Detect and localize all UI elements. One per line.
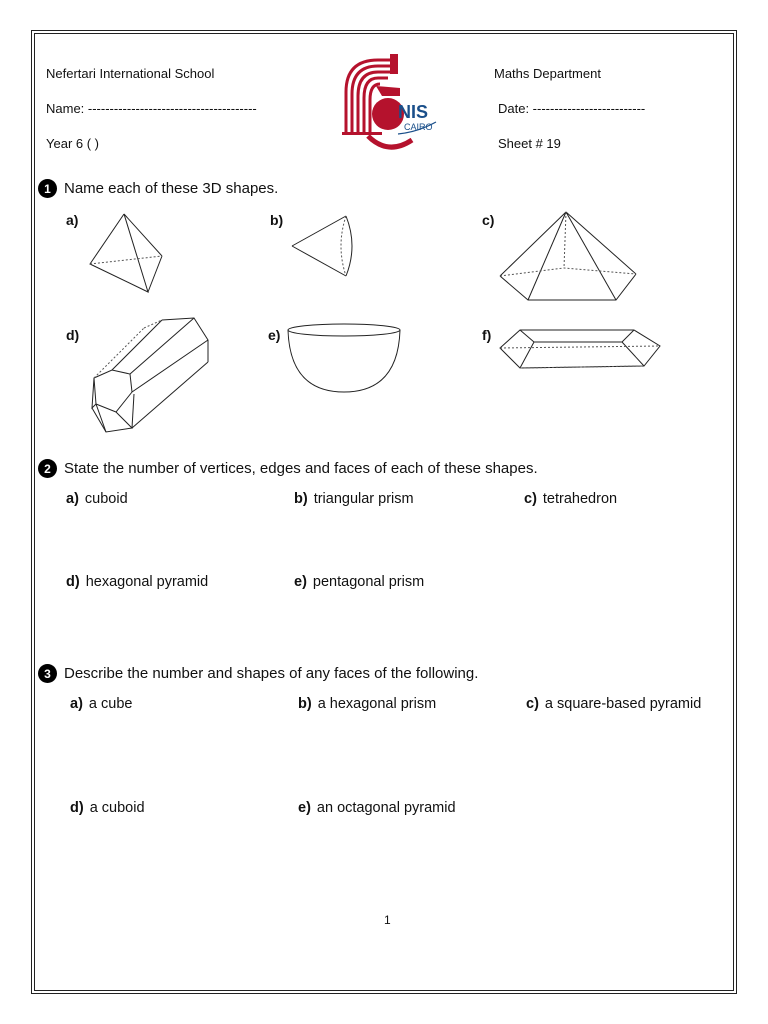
shape-label-c: c) [482,212,495,228]
shape-label-d: d) [66,327,80,343]
question-3 [38,664,478,683]
q2-item-c: c) tetrahedron [524,491,618,507]
q2-item-e: e) pentagonal prism [294,574,425,590]
question-2-text: State the number of vertices, edges and faces of each of these shapes. [64,460,538,477]
school-logo [338,52,442,158]
q2-item-a: a) cuboid [66,491,128,507]
question-2-number: 2 [38,459,57,478]
name-field: Name: --------------------------------------- [46,101,257,116]
logo-subtext: CAIRO [404,122,433,132]
date-field: Date: -------------------------- [498,101,646,116]
q2-item-d: d) hexagonal pyramid [66,574,209,590]
pentagonal-pyramid-figure [498,210,640,304]
logo-text: NIS [398,102,429,122]
crystal-prism-figure [498,322,664,372]
shape-label-a: a) [66,212,79,228]
question-2 [38,459,538,478]
q3-item-d: d) a cuboid [70,800,145,816]
shape-label-f: f) [482,327,492,343]
q2-item-b: b) triangular prism [294,491,414,507]
page-border-inner [34,33,734,991]
hexagonal-prism-figure [82,316,216,438]
question-3-number: 3 [38,664,57,683]
page-number: 1 [384,913,391,927]
cone-figure [290,212,360,280]
hemisphere-figure [286,322,406,396]
sheet-number: Sheet # 19 [498,136,561,151]
tetrahedron-figure [86,212,168,296]
question-1 [38,179,278,198]
q3-item-b: b) a hexagonal prism [298,696,437,712]
question-1-number: 1 [38,179,57,198]
question-3-text: Describe the number and shapes of any faces of the following. [64,665,479,682]
q3-item-c: c) a square-based pyramid [526,696,702,712]
school-name: Nefertari International School [46,66,215,81]
q3-item-e: e) an octagonal pyramid [298,800,456,816]
shape-label-e: e) [268,327,281,343]
q3-item-a: a) a cube [70,696,133,712]
shape-label-b: b) [270,212,284,228]
year-field: Year 6 ( ) [46,136,99,151]
department-name: Maths Department [494,66,601,81]
question-1-text: Name each of these 3D shapes. [64,180,279,197]
